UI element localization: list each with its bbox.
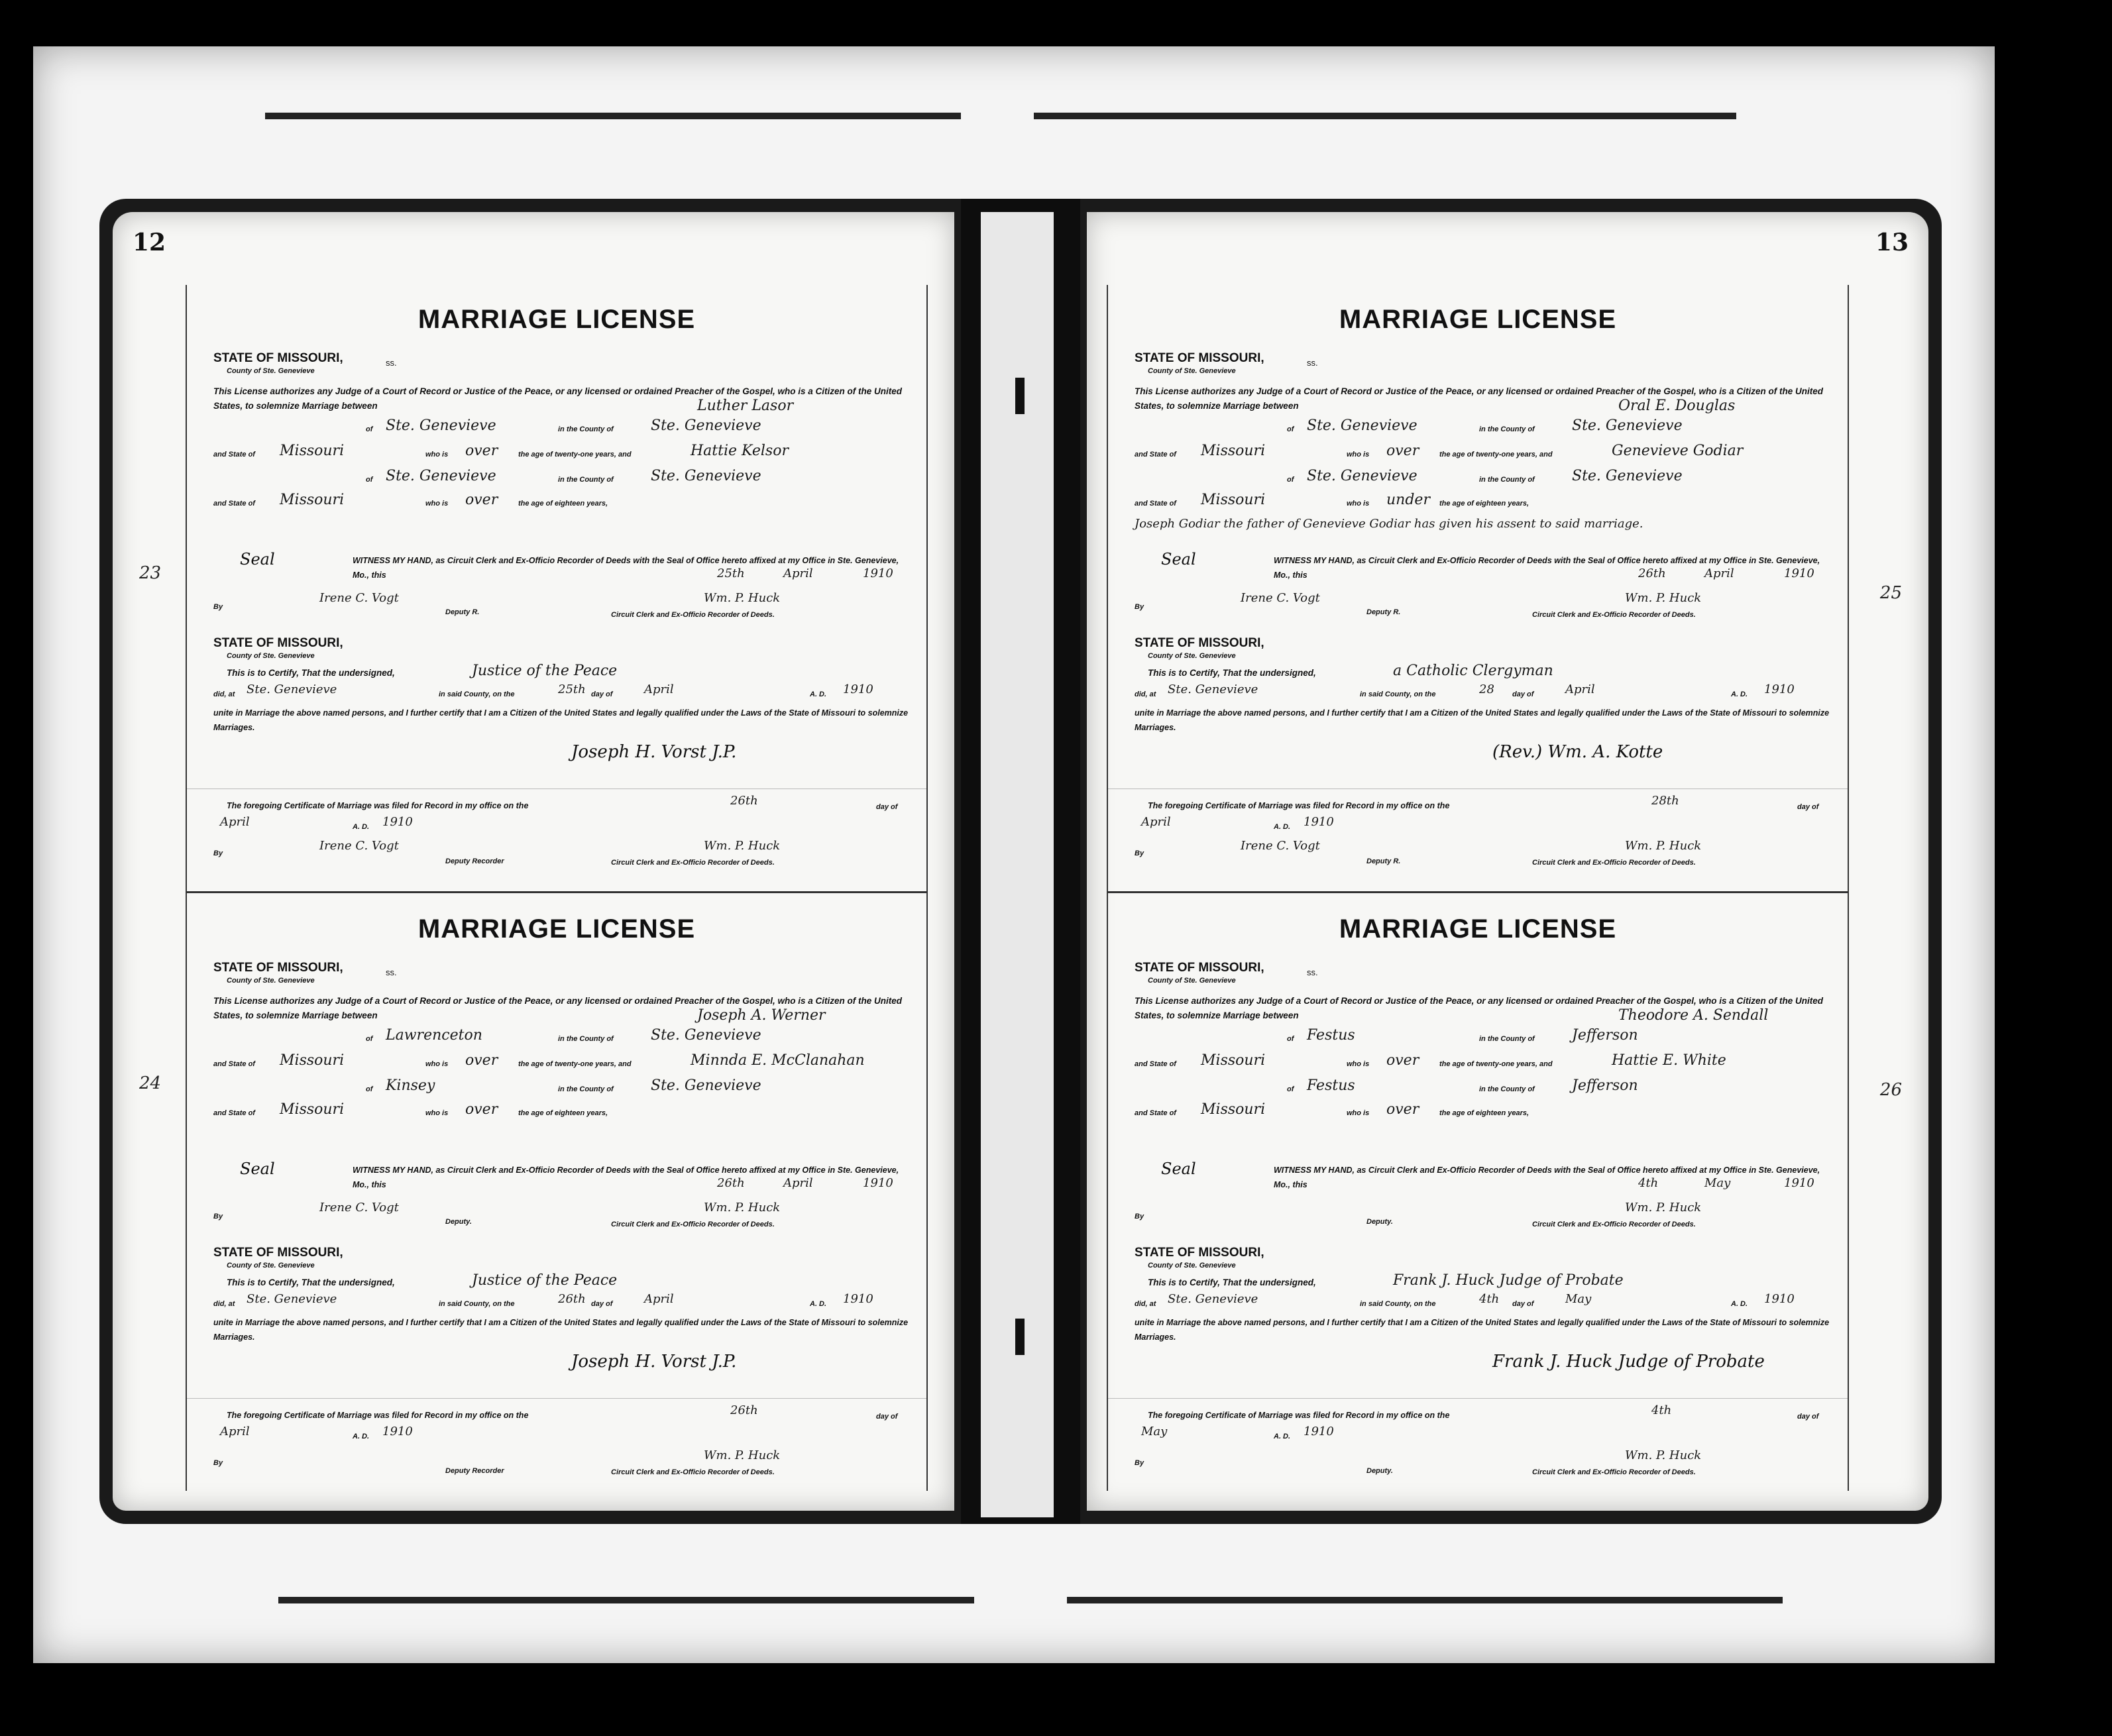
groom-residence: Lawrenceton [386,1027,482,1044]
ad-label: A. D. [353,823,370,831]
groom-county: Ste. Genevieve [651,1027,761,1044]
witness-year: 1910 [863,567,893,580]
right-ruled-area [1107,285,1849,1491]
age18-label: the age of eighteen years, [1439,1109,1529,1117]
license-title: MARRIAGE LICENSE [417,305,696,334]
cert-month: April [644,1292,674,1306]
cert-text: unite in Marriage the above named persons, and I further certify that I am a Citizen of the United States and legally qualified under the Laws of the State of Missouri to solemnize Marriages. [213,1318,909,1342]
cert-state-heading: STATE OF MISSOURI, [213,636,343,650]
bride-county: Ste. Genevieve [651,1077,761,1094]
state-label-text: and State of [213,500,255,508]
age21-label: the age of twenty-one years, and [1439,451,1553,459]
age18-label: the age of eighteen years, [518,1109,608,1117]
filed-month: April [220,1425,250,1438]
of-label: of [1287,1035,1294,1043]
cert-year: 1910 [1764,682,1795,696]
bride-residence: Ste. Genevieve [386,468,496,484]
did-at-label: did, at [213,690,235,698]
cert-place: Ste. Genevieve [247,682,337,696]
by-label: By [1135,1459,1144,1467]
license-block [1108,895,1848,1491]
by-label: By [1135,1213,1144,1221]
witness-month: April [783,1176,813,1190]
day-of-label: day of [1797,1413,1819,1421]
filed-deputy-label: Deputy. [1366,1467,1393,1475]
divider [1108,1398,1848,1399]
bride-residence: Festus [1307,1077,1355,1094]
clerk-signature: Wm. P. Huck [1625,591,1702,605]
who-is-label: who is [425,1109,449,1117]
license-title: MARRIAGE LICENSE [1339,914,1617,944]
book-spine [961,199,1080,1524]
spine-mark [1015,1319,1025,1355]
bottom-left-rail [278,1597,974,1603]
license-block [1108,285,1848,893]
cert-signature: Frank J. Huck Judge of Probate [1492,1352,1765,1372]
cert-intro: This is to Certify, That the undersigned, [227,1277,395,1287]
county-label-text: in the County of [558,1035,614,1043]
cert-place: Ste. Genevieve [247,1292,337,1306]
margin-number: 24 [139,1073,162,1093]
filed-text: The foregoing Certificate of Marriage was filed for Record in my office on the [227,1411,529,1420]
cert-officiant: Frank J. Huck Judge of Probate [1393,1272,1624,1289]
in-said-county-label: in said County, on the [439,1300,515,1308]
cert-text: unite in Marriage the above named persons, and I further certify that I am a Citizen of the United States and legally qualified under the Laws of the State of Missouri to solemnize Marriages. [1135,708,1830,732]
cert-year: 1910 [1764,1292,1795,1306]
groom-county: Jefferson [1572,1027,1638,1044]
filed-month: May [1141,1425,1168,1438]
ss-label: ss. [386,358,397,368]
cert-signature: Joseph H. Vorst J.P. [571,742,737,762]
age21-label: the age of twenty-one years, and [518,451,632,459]
ad-label: A. D. [353,1433,370,1440]
who-is-label: who is [1347,451,1370,459]
clerk-label: Circuit Clerk and Ex-Officio Recorder of Deeds. [1532,611,1696,619]
witness-text: WITNESS MY HAND, as Circuit Clerk and Ex-Officio Recorder of Deeds with the Seal of Office hereto affixed at my Office in Ste. Genevieve, Mo., this [1274,556,1820,580]
cert-state-heading: STATE OF MISSOURI, [213,1246,343,1260]
clerk-label: Circuit Clerk and Ex-Officio Recorder of Deeds. [611,611,775,619]
ledger-book [99,199,1942,1524]
witness-month: April [783,567,813,580]
county-label: County of Ste. Genevieve [227,977,315,985]
filed-clerk-signature: Wm. P. Huck [1625,839,1702,853]
day-of-label: day of [591,690,613,698]
deputy-signature: Irene C. Vogt [319,591,399,605]
state-label-text: and State of [213,1060,255,1068]
county-label-text: in the County of [558,1085,614,1093]
did-at-label: did, at [1135,1300,1156,1308]
who-is-label: who is [425,451,449,459]
by-label: By [213,1213,223,1221]
filed-clerk-label: Circuit Clerk and Ex-Officio Recorder of Deeds. [611,859,775,867]
cert-county-label: County of Ste. Genevieve [1148,652,1236,660]
extra-note: Joseph Godiar the father of Genevieve Godiar has given his assent to said marriage. [1135,517,1643,531]
witness-day: 26th [717,1176,745,1190]
license-intro: This License authorizes any Judge of a Court of Record or Justice of the Peace, or any licensed or ordained Preacher of the Gospel, who is a Citizen of the United States, to solemnize Marriage between [1135,386,1823,411]
day-of-label: day of [1512,690,1534,698]
bride-age: under [1386,492,1430,508]
filed-text: The foregoing Certificate of Marriage was filed for Record in my office on the [227,801,529,810]
cert-officiant: Justice of the Peace [472,663,618,679]
filed-day: 26th [730,794,758,808]
state-label-text: and State of [1135,451,1176,459]
filed-day: 26th [730,1403,758,1417]
deputy-label: Deputy R. [445,608,480,616]
groom-name: Joseph A. Werner [697,1007,826,1024]
filed-year: 1910 [1304,1425,1334,1438]
filed-month: April [220,815,250,829]
clerk-label: Circuit Clerk and Ex-Officio Recorder of Deeds. [1532,1221,1696,1228]
cert-year: 1910 [843,682,873,696]
top-right-rail [1034,113,1736,119]
groom-age: over [465,443,498,459]
ad-label: A. D. [1274,1433,1291,1440]
deputy-label: Deputy. [1366,1218,1393,1226]
filed-clerk-signature: Wm. P. Huck [704,839,781,853]
left-page [113,212,954,1511]
ad-label: A. D. [1274,823,1291,831]
ad-label: A. D. [810,1300,827,1308]
age21-label: the age of twenty-one years, and [1439,1060,1553,1068]
left-ruled-area [186,285,928,1491]
groom-age: over [1386,1052,1419,1069]
bride-name: Genevieve Godiar [1612,443,1744,459]
of-label: of [1287,1085,1294,1093]
margin-number: 26 [1879,1080,1902,1100]
bride-age: over [1386,1101,1419,1118]
divider [1108,788,1848,789]
divider [187,1398,926,1399]
cert-intro: This is to Certify, That the undersigned, [227,668,395,678]
county-label-text: in the County of [1479,1085,1535,1093]
filed-deputy-label: Deputy Recorder [445,1467,504,1475]
seal-mark: Seal [240,1160,275,1178]
groom-residence: Festus [1307,1027,1355,1044]
cert-place: Ste. Genevieve [1168,682,1258,696]
witness-year: 1910 [1784,1176,1814,1190]
groom-name: Theodore A. Sendall [1618,1007,1769,1024]
deputy-signature: Irene C. Vogt [319,1201,399,1215]
bride-name: Minnda E. McClanahan [691,1052,865,1069]
groom-county: Ste. Genevieve [1572,417,1683,434]
in-said-county-label: in said County, on the [1360,690,1436,698]
deputy-label: Deputy R. [1366,608,1401,616]
filed-deputy-label: Deputy Recorder [445,857,504,865]
ad-label: A. D. [810,690,827,698]
cert-month: April [644,682,674,696]
seal-mark: Seal [1161,1160,1196,1178]
bride-county: Ste. Genevieve [651,468,761,484]
seal-mark: Seal [1161,550,1196,569]
license-intro: This License authorizes any Judge of a Court of Record or Justice of the Peace, or any licensed or ordained Preacher of the Gospel, who is a Citizen of the United States, to solemnize Marriage between [213,386,902,411]
witness-day: 4th [1638,1176,1659,1190]
cert-day: 28 [1479,682,1494,696]
filed-month: April [1141,815,1171,829]
cert-intro: This is to Certify, That the undersigned, [1148,668,1316,678]
groom-age: over [465,1052,498,1069]
county-label-text: in the County of [1479,425,1535,433]
did-at-label: did, at [1135,690,1156,698]
witness-text: WITNESS MY HAND, as Circuit Clerk and Ex-Officio Recorder of Deeds with the Seal of Office hereto affixed at my Office in Ste. Genevieve, Mo., this [353,556,899,580]
deputy-label: Deputy. [445,1218,472,1226]
bride-name: Hattie E. White [1612,1052,1726,1069]
age18-label: the age of eighteen years, [1439,500,1529,508]
bride-state: Missouri [1201,1101,1266,1118]
seal-mark: Seal [240,550,275,569]
filed-deputy-signature: Irene C. Vogt [1241,839,1320,853]
ss-label: ss. [386,967,397,977]
cert-officiant: a Catholic Clergyman [1393,663,1553,679]
groom-county: Ste. Genevieve [651,417,761,434]
groom-name: Oral E. Douglas [1618,398,1736,414]
bride-residence: Ste. Genevieve [1307,468,1417,484]
of-label: of [1287,425,1294,433]
of-label: of [366,1085,373,1093]
bottom-right-rail [1067,1597,1783,1603]
cert-intro: This is to Certify, That the undersigned, [1148,1277,1316,1287]
cert-text: unite in Marriage the above named persons, and I further certify that I am a Citizen of the United States and legally qualified under the Laws of the State of Missouri to solemnize Marriages. [213,708,909,732]
state-heading: STATE OF MISSOURI, [213,961,343,975]
groom-age: over [1386,443,1419,459]
filed-deputy-label: Deputy R. [1366,857,1401,865]
cert-officiant: Justice of the Peace [472,1272,618,1289]
license-block [187,285,926,893]
in-said-county-label: in said County, on the [439,690,515,698]
bride-state: Missouri [280,1101,345,1118]
filed-deputy-signature: Irene C. Vogt [319,839,399,853]
groom-state: Missouri [1201,443,1266,459]
witness-day: 26th [1638,567,1666,580]
witness-month: April [1704,567,1734,580]
bride-age: over [465,492,498,508]
cert-place: Ste. Genevieve [1168,1292,1258,1306]
witness-text: WITNESS MY HAND, as Circuit Clerk and Ex-Officio Recorder of Deeds with the Seal of Office hereto affixed at my Office in Ste. Genevieve, Mo., this [1274,1166,1820,1189]
state-label-text: and State of [213,451,255,459]
right-page [1087,212,1928,1511]
cert-signature: Joseph H. Vorst J.P. [571,1352,737,1372]
top-left-rail [265,113,961,119]
filed-clerk-label: Circuit Clerk and Ex-Officio Recorder of Deeds. [1532,859,1696,867]
filed-clerk-label: Circuit Clerk and Ex-Officio Recorder of Deeds. [611,1468,775,1476]
page-number: 12 [133,229,166,256]
witness-text: WITNESS MY HAND, as Circuit Clerk and Ex-Officio Recorder of Deeds with the Seal of Office hereto affixed at my Office in Ste. Genevieve, Mo., this [353,1166,899,1189]
who-is-label: who is [1347,1109,1370,1117]
cert-month: April [1565,682,1595,696]
ss-label: ss. [1307,967,1318,977]
age21-label: the age of twenty-one years, and [518,1060,632,1068]
county-label-text: in the County of [1479,476,1535,484]
state-label-text: and State of [213,1109,255,1117]
county-label-text: in the County of [558,476,614,484]
filed-day: 28th [1651,794,1679,808]
of-label: of [366,476,373,484]
cert-state-heading: STATE OF MISSOURI, [1135,636,1264,650]
cert-county-label: County of Ste. Genevieve [227,1262,315,1270]
divider [187,788,926,789]
license-title: MARRIAGE LICENSE [417,914,696,944]
of-label: of [366,1035,373,1043]
day-of-label: day of [1797,803,1819,811]
groom-residence: Ste. Genevieve [386,417,496,434]
county-label-text: in the County of [558,425,614,433]
margin-number: 23 [139,563,162,583]
cert-county-label: County of Ste. Genevieve [1148,1262,1236,1270]
ad-label: A. D. [1731,690,1748,698]
state-label-text: and State of [1135,1060,1176,1068]
of-label: of [1287,476,1294,484]
filed-day: 4th [1651,1403,1672,1417]
bride-state: Missouri [1201,492,1266,508]
cert-day: 25th [558,682,586,696]
state-heading: STATE OF MISSOURI, [1135,961,1264,975]
day-of-label: day of [591,1300,613,1308]
who-is-label: who is [425,500,449,508]
bride-age: over [465,1101,498,1118]
did-at-label: did, at [213,1300,235,1308]
groom-residence: Ste. Genevieve [1307,417,1417,434]
page-number: 13 [1875,229,1909,256]
license-title: MARRIAGE LICENSE [1339,305,1617,334]
county-label: County of Ste. Genevieve [1148,977,1236,985]
clerk-label: Circuit Clerk and Ex-Officio Recorder of Deeds. [611,1221,775,1228]
age18-label: the age of eighteen years, [518,500,608,508]
filed-text: The foregoing Certificate of Marriage was filed for Record in my office on the [1148,1411,1450,1420]
ss-label: ss. [1307,358,1318,368]
groom-name: Luther Lasor [697,398,794,414]
ad-label: A. D. [1731,1300,1748,1308]
by-label: By [213,849,223,857]
filed-clerk-signature: Wm. P. Huck [704,1448,781,1462]
bride-residence: Kinsey [386,1077,435,1094]
of-label: of [366,425,373,433]
groom-state: Missouri [280,443,345,459]
license-block [187,895,926,1491]
license-intro: This License authorizes any Judge of a Court of Record or Justice of the Peace, or any licensed or ordained Preacher of the Gospel, who is a Citizen of the United States, to solemnize Marriage between [213,996,902,1020]
cert-month: May [1565,1292,1592,1306]
filed-text: The foregoing Certificate of Marriage was filed for Record in my office on the [1148,801,1450,810]
deputy-signature: Irene C. Vogt [1241,591,1320,605]
day-of-label: day of [1512,1300,1534,1308]
witness-month: May [1704,1176,1731,1190]
who-is-label: who is [1347,1060,1370,1068]
cert-day: 26th [558,1292,586,1306]
bride-name: Hattie Kelsor [691,443,789,459]
margin-number: 25 [1879,583,1902,603]
spine-mark [1015,378,1025,414]
license-intro: This License authorizes any Judge of a Court of Record or Justice of the Peace, or any licensed or ordained Preacher of the Gospel, who is a Citizen of the United States, to solemnize Marriage between [1135,996,1823,1020]
bride-state: Missouri [280,492,345,508]
day-of-label: day of [876,803,898,811]
county-label: County of Ste. Genevieve [227,367,315,375]
by-label: By [1135,849,1144,857]
witness-day: 25th [717,567,745,580]
filed-clerk-label: Circuit Clerk and Ex-Officio Recorder of Deeds. [1532,1468,1696,1476]
who-is-label: who is [425,1060,449,1068]
cert-state-heading: STATE OF MISSOURI, [1135,1246,1264,1260]
by-label: By [1135,603,1144,611]
cert-year: 1910 [843,1292,873,1306]
day-of-label: day of [876,1413,898,1421]
in-said-county-label: in said County, on the [1360,1300,1436,1308]
cert-text: unite in Marriage the above named persons, and I further certify that I am a Citizen of the United States and legally qualified under the Laws of the State of Missouri to solemnize Marriages. [1135,1318,1830,1342]
witness-year: 1910 [863,1176,893,1190]
state-label-text: and State of [1135,1109,1176,1117]
county-label-text: in the County of [1479,1035,1535,1043]
who-is-label: who is [1347,500,1370,508]
clerk-signature: Wm. P. Huck [704,591,781,605]
state-heading: STATE OF MISSOURI, [213,351,343,365]
by-label: By [213,1459,223,1467]
state-heading: STATE OF MISSOURI, [1135,351,1264,365]
groom-state: Missouri [280,1052,345,1069]
cert-signature: (Rev.) Wm. A. Kotte [1492,742,1663,762]
clerk-signature: Wm. P. Huck [1625,1201,1702,1215]
bride-county: Jefferson [1572,1077,1638,1094]
clerk-signature: Wm. P. Huck [704,1201,781,1215]
filed-clerk-signature: Wm. P. Huck [1625,1448,1702,1462]
cert-day: 4th [1479,1292,1500,1306]
county-label: County of Ste. Genevieve [1148,367,1236,375]
filed-year: 1910 [382,815,413,829]
filed-year: 1910 [1304,815,1334,829]
by-label: By [213,603,223,611]
groom-state: Missouri [1201,1052,1266,1069]
witness-year: 1910 [1784,567,1814,580]
state-label-text: and State of [1135,500,1176,508]
bride-county: Ste. Genevieve [1572,468,1683,484]
cert-county-label: County of Ste. Genevieve [227,652,315,660]
filed-year: 1910 [382,1425,413,1438]
